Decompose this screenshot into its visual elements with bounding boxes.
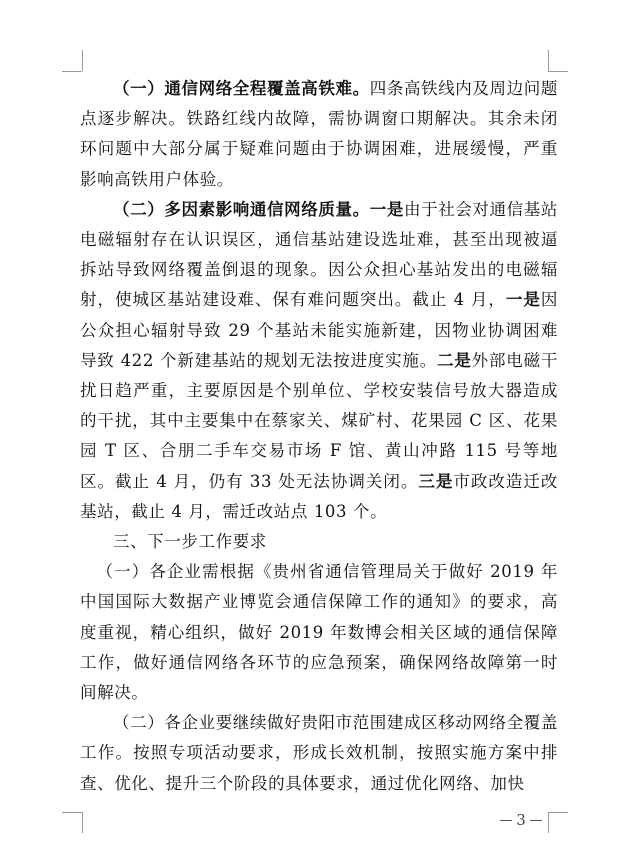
paragraph-text: 外部电磁干扰日趋严重，主要原因是个别单位、学校安装信号放大器造成的干扰，其中主要集中在蔡家关、煤矿村、花果园 C 区、花果园 T 区、合朋二手车交易市场 F 馆、黄山冲路 115 号等地区。截止 4 月，仍有 33 处无法协调关闭。 bbox=[80, 350, 558, 491]
crop-mark-bottom-right-h bbox=[548, 812, 568, 813]
crop-mark-top-right-h bbox=[548, 71, 568, 72]
crop-mark-top-right-v bbox=[548, 50, 549, 71]
crop-mark-bottom-left-h bbox=[62, 812, 82, 813]
section-heading: 三、下一步工作要求 bbox=[113, 532, 267, 552]
point-marker: 三是 bbox=[418, 471, 454, 491]
paragraph-text: 四条高铁线内及周边问题点逐步解决。铁路红线内故障，需协调窗口期解决。其余未闭环问题中大部分属于疑难问题由于协调困难，进展缓慢，严重影响高铁用户体验。 bbox=[80, 79, 558, 189]
crop-mark-top-left-h bbox=[62, 71, 82, 72]
crop-mark-bottom-left-v bbox=[82, 812, 83, 833]
paragraph-network-quality bbox=[80, 195, 558, 527]
crop-mark-top-left-v bbox=[82, 50, 83, 71]
paragraph-lead: （一）通信网络全程覆盖高铁难。 bbox=[113, 79, 370, 98]
paragraph-railway-coverage bbox=[80, 74, 558, 195]
paragraph-lead: （二）多因素影响通信网络质量。 bbox=[113, 199, 370, 219]
footer-dash-left bbox=[500, 820, 512, 821]
requirement-paragraph: （二）各企业要继续做好贵阳市范围建成区移动网络全覆盖工作。按照专项活动要求，形成长效机制，按照实施方案中排查、优化、提升三个阶段的具体要求，通过优化网络、加快 bbox=[80, 713, 558, 793]
point-marker: 一是 bbox=[369, 199, 404, 219]
document-body bbox=[80, 74, 558, 799]
point-marker: 一是 bbox=[505, 290, 541, 310]
footer-dash-right bbox=[530, 820, 542, 821]
page-footer bbox=[496, 810, 546, 830]
paragraph-text: 市政改造迁改基站，截止 4 月，需迁改站点 103 个。 bbox=[80, 471, 558, 521]
paragraph-text: 因公众担心辐射导致 29 个基站未能实施新建，因物业协调困难导致 422 个新建基站的规划无法按进度实施。 bbox=[80, 290, 559, 370]
page-number: 3 bbox=[516, 811, 526, 829]
point-marker: 二是 bbox=[437, 350, 472, 370]
crop-mark-bottom-right-v bbox=[548, 812, 549, 833]
paragraph-text: 由于社会对通信基站电磁辐射存在认识误区，通信基站建设选址难，甚至出现被逼拆站导致网络覆盖倒退的现象。因公众担心基站发出的电磁辐射，使城区基站建设难、保有难问题突出。截止 4 月， bbox=[80, 199, 558, 310]
requirement-paragraph: （一）各企业需根据《贵州省通信管理局关于做好 2019 年中国国际大数据产业博览会通信保障工作的通知》的要求，高度重视，精心组织，做好 2019 年数博会相关区域的通信保障工作，做好通信网络各环节的应急预案，确保网络故障第一时间解决。 bbox=[80, 562, 558, 703]
